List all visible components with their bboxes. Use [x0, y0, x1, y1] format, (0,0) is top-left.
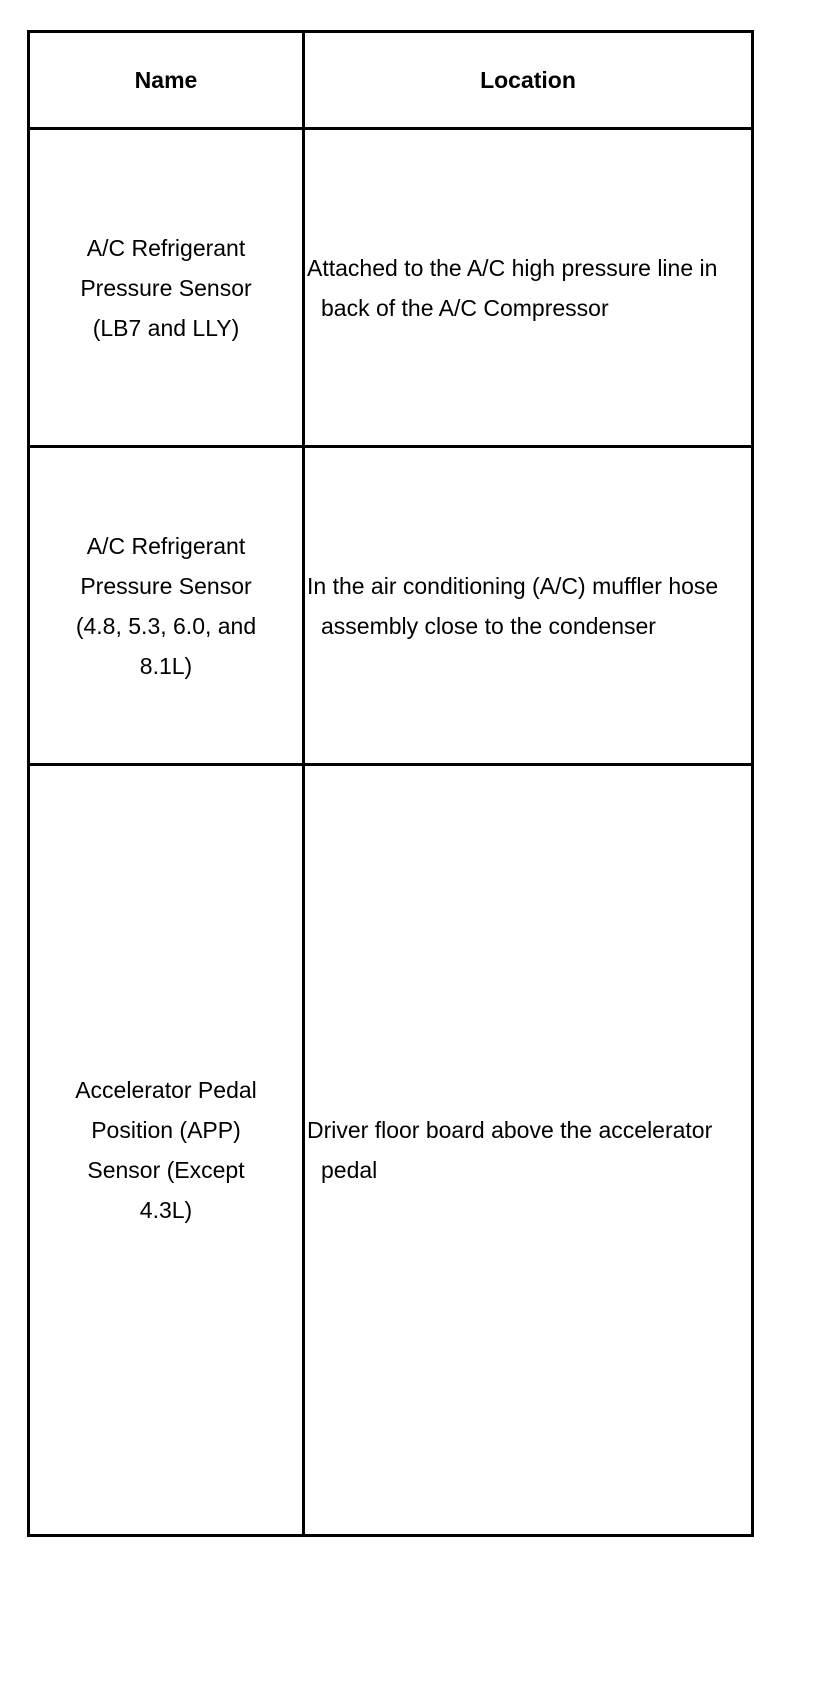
header-name-cell [30, 33, 302, 127]
table-row-3-location: Driver floor board above the accelerator pedal [307, 1117, 713, 1183]
header-location: Location [480, 66, 576, 93]
table-row-3-name-cell [30, 766, 302, 1534]
table-row-3-name: Accelerator Pedal Position (APP) Sensor (Except 4.3L) [75, 1077, 257, 1223]
table-row-1-name-cell [30, 130, 302, 445]
table-row-2-name-cell [30, 448, 302, 763]
header-name: Name [134, 66, 198, 93]
table-row-2-location: In the air conditioning (A/C) muffler hose assembly close to the condenser [307, 572, 719, 639]
table-row-1-location-cell [305, 130, 751, 445]
table-row-3-location-cell [305, 766, 751, 1534]
header-location-cell [305, 33, 751, 127]
table-row-2-location-cell [305, 448, 751, 763]
table-row-1-location: Attached to the A/C high pressure line in back of the A/C Compressor [307, 254, 718, 321]
table-row-2-name: A/C Refrigerant Pressure Sensor (4.8, 5.3, 6.0, and 8.1L) [75, 532, 257, 679]
sensor-location-table [27, 30, 754, 1537]
table-row-1-name: A/C Refrigerant Pressure Sensor (LB7 and LLY) [80, 234, 252, 341]
